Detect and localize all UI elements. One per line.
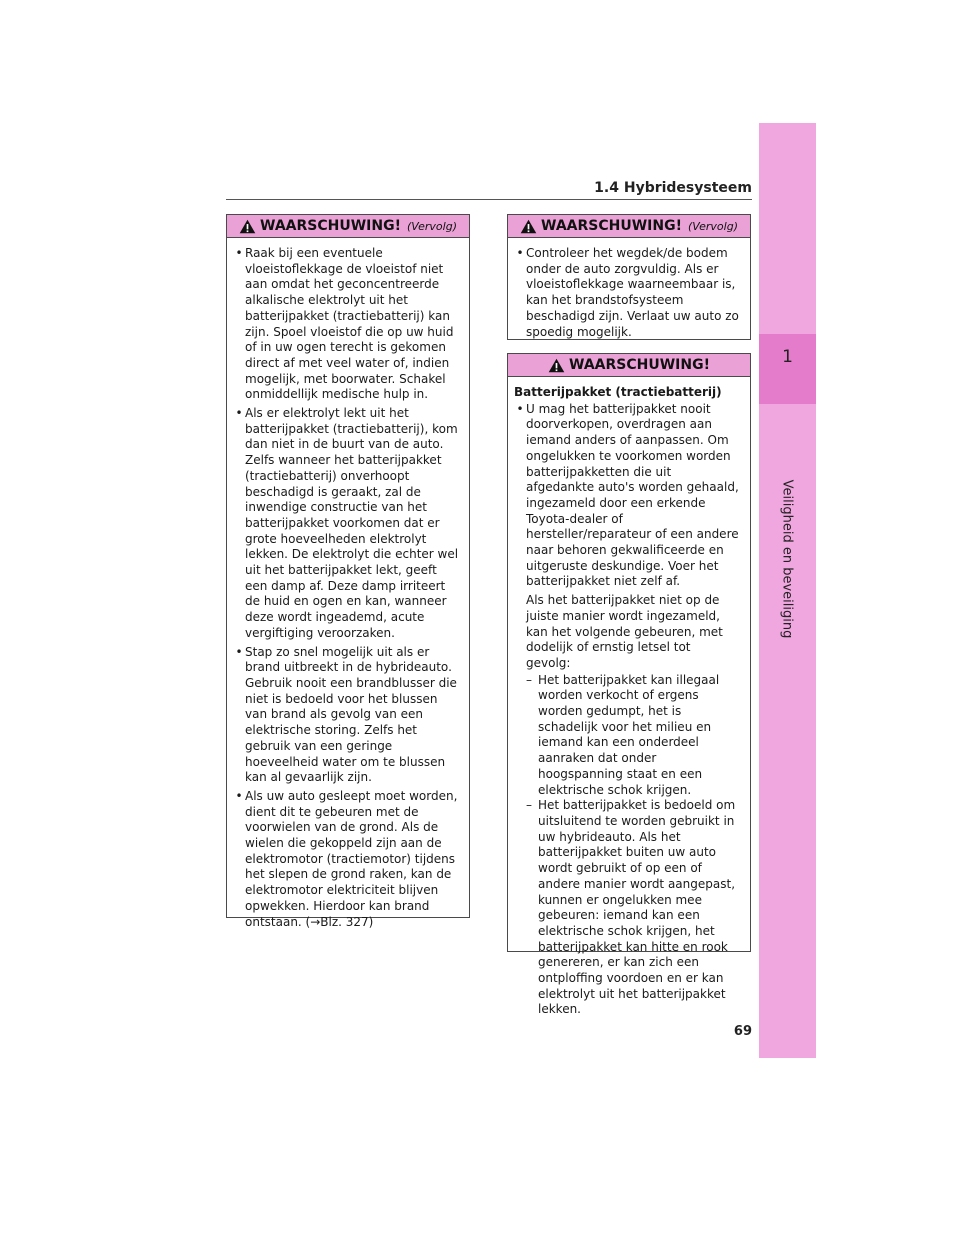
warning-icon — [520, 219, 537, 234]
warning-icon — [548, 358, 565, 373]
warning-continued: (Vervolg) — [687, 219, 738, 233]
warning-box-right-top — [507, 214, 751, 340]
header-rule — [226, 199, 752, 200]
warning-body — [508, 377, 750, 1024]
warning-box-right-bottom — [507, 353, 751, 1017]
warning-title: WAARSCHUWING! — [541, 218, 682, 234]
chapter-title: Veiligheid en beveiliging — [779, 479, 795, 639]
bullet: • — [235, 406, 243, 421]
warning-title: WAARSCHUWING! — [569, 357, 710, 373]
chapter-box — [759, 334, 816, 404]
warning-header — [508, 215, 750, 238]
list-item: • Stap zo snel mogelijk uit als er brand uitbreekt in de hybrideauto. Gebruik nooit een brandblusser die niet is bedoeld voor het blussen van brand als gevolg van een elektrische storing. Zelfs het gebruik van een geringe hoeveelheid water om te blussen kan al gevaarlijk zijn. — [233, 645, 459, 786]
dash-item: – Het batterijpakket kan illegaal worden verkocht of ergens worden gedumpt, het is schadelijk voor het milieu en iemand kan een onderdeel aanraken dat onder hoogspanning staat en een elektrische schok krijgen. — [526, 672, 720, 797]
dash-item: – Het batterijpakket is bedoeld om uitsluitend te worden gebruikt in uw hybrideauto. Als het batterijpakket buiten uw auto wordt gebruikt of op een of andere manier wordt aangepast, kunnen er ongelukken mee gebeuren: iemand kan een elektrische schok krijgen, het batterijpakket kan hitte en rook genereren, er kan zich een ontploffing voordoen en er kan elektrolyt uit het batterijpakket lekken. — [526, 798, 736, 1017]
paragraph: Als het batterijpakket niet op de juiste manier wordt ingezameld, kan het volgende gebeuren, met dodelijk of ernstig letsel tot gevolg: — [526, 593, 723, 670]
bullet: • — [516, 401, 524, 416]
warning-body — [227, 238, 469, 939]
bullet: • — [516, 246, 524, 260]
bullet: • — [235, 246, 243, 260]
subheading: Batterijpakket (tractiebatterij) — [514, 385, 722, 399]
bullet: • — [235, 644, 243, 659]
list-item: • Als uw auto gesleept moet worden, dient dit te gebeuren met de voorwielen van de grond. Als de wielen die gekoppeld zijn aan de elektromotor (tractiemotor) tijdens het slepen de grond raken, kan de elektromotor elektriciteit blijven opwekken. Hierdoor kan brand ontstaan. (→Blz. 327) — [233, 789, 459, 930]
side-tab — [759, 123, 816, 1058]
warning-title: WAARSCHUWING! — [260, 218, 401, 234]
warning-body — [508, 238, 750, 349]
warning-icon — [239, 219, 256, 234]
dash: – — [526, 798, 532, 813]
warning-box-left — [226, 214, 470, 929]
warning-header — [227, 215, 469, 238]
list-item: • Als er elektrolyt lekt uit het batterijpakket (tractiebatterij), kom dan niet in de buurt van de auto. Zelfs wanneer het batterijpakket (tractiebatterij) onverhoopt beschadigd is geraakt, zal de inwendige constructie van het batterijpakket voorkomen dat er grote hoeveelheden elektrolyt lekken. De elektrolyt die echter wel uit het batterijpakket lekt, geeft een damp af. Deze damp irriteert de huid en ogen en kan, wanneer deze wordt ingeademd, acute vergiftiging veroorzaken. — [233, 406, 459, 642]
warning-continued: (Vervolg) — [406, 219, 457, 233]
section-title: 1.4 Hybridesysteem — [594, 180, 752, 196]
chapter-number: 1 — [782, 347, 793, 367]
list-item: • U mag het batterijpakket nooit doorverkopen, overdragen aan iemand anders of aanpassen. Om ongelukken te voorkomen worden batterijpakketten die uit afgedankte auto's worden gehaald, ingezameld door een erkende Toyota-dealer of hersteller/reparateur of een andere naar behoren gekwalificeerde en uitgeruste deskundige. Voer het batterijpakket niet zelf af. — [514, 402, 740, 590]
list-item: • Controleer het wegdek/de bodem onder de auto zorgvuldig. Als er vloeistoflekkage waarneembaar is, kan het brandstofsysteem beschadigd zijn. Verlaat uw auto zo spoedig mogelijk. — [514, 246, 740, 340]
dash: – — [526, 672, 532, 687]
bullet: • — [235, 788, 243, 803]
warning-header — [508, 354, 750, 377]
list-item: • Raak bij een eventuele vloeistoflekkage de vloeistof niet aan omdat het geconcentreerde alkalische elektrolyt uit het batterijpakket (tractiebatterij) kan zijn. Spoel vloeistof die op uw huid of in uw ogen terecht is gekomen direct af met veel water of, indien mogelijk, met boorwater. Schakel onmiddellijk medische hulp in. — [233, 246, 459, 403]
page-number: 69 — [733, 1024, 752, 1039]
